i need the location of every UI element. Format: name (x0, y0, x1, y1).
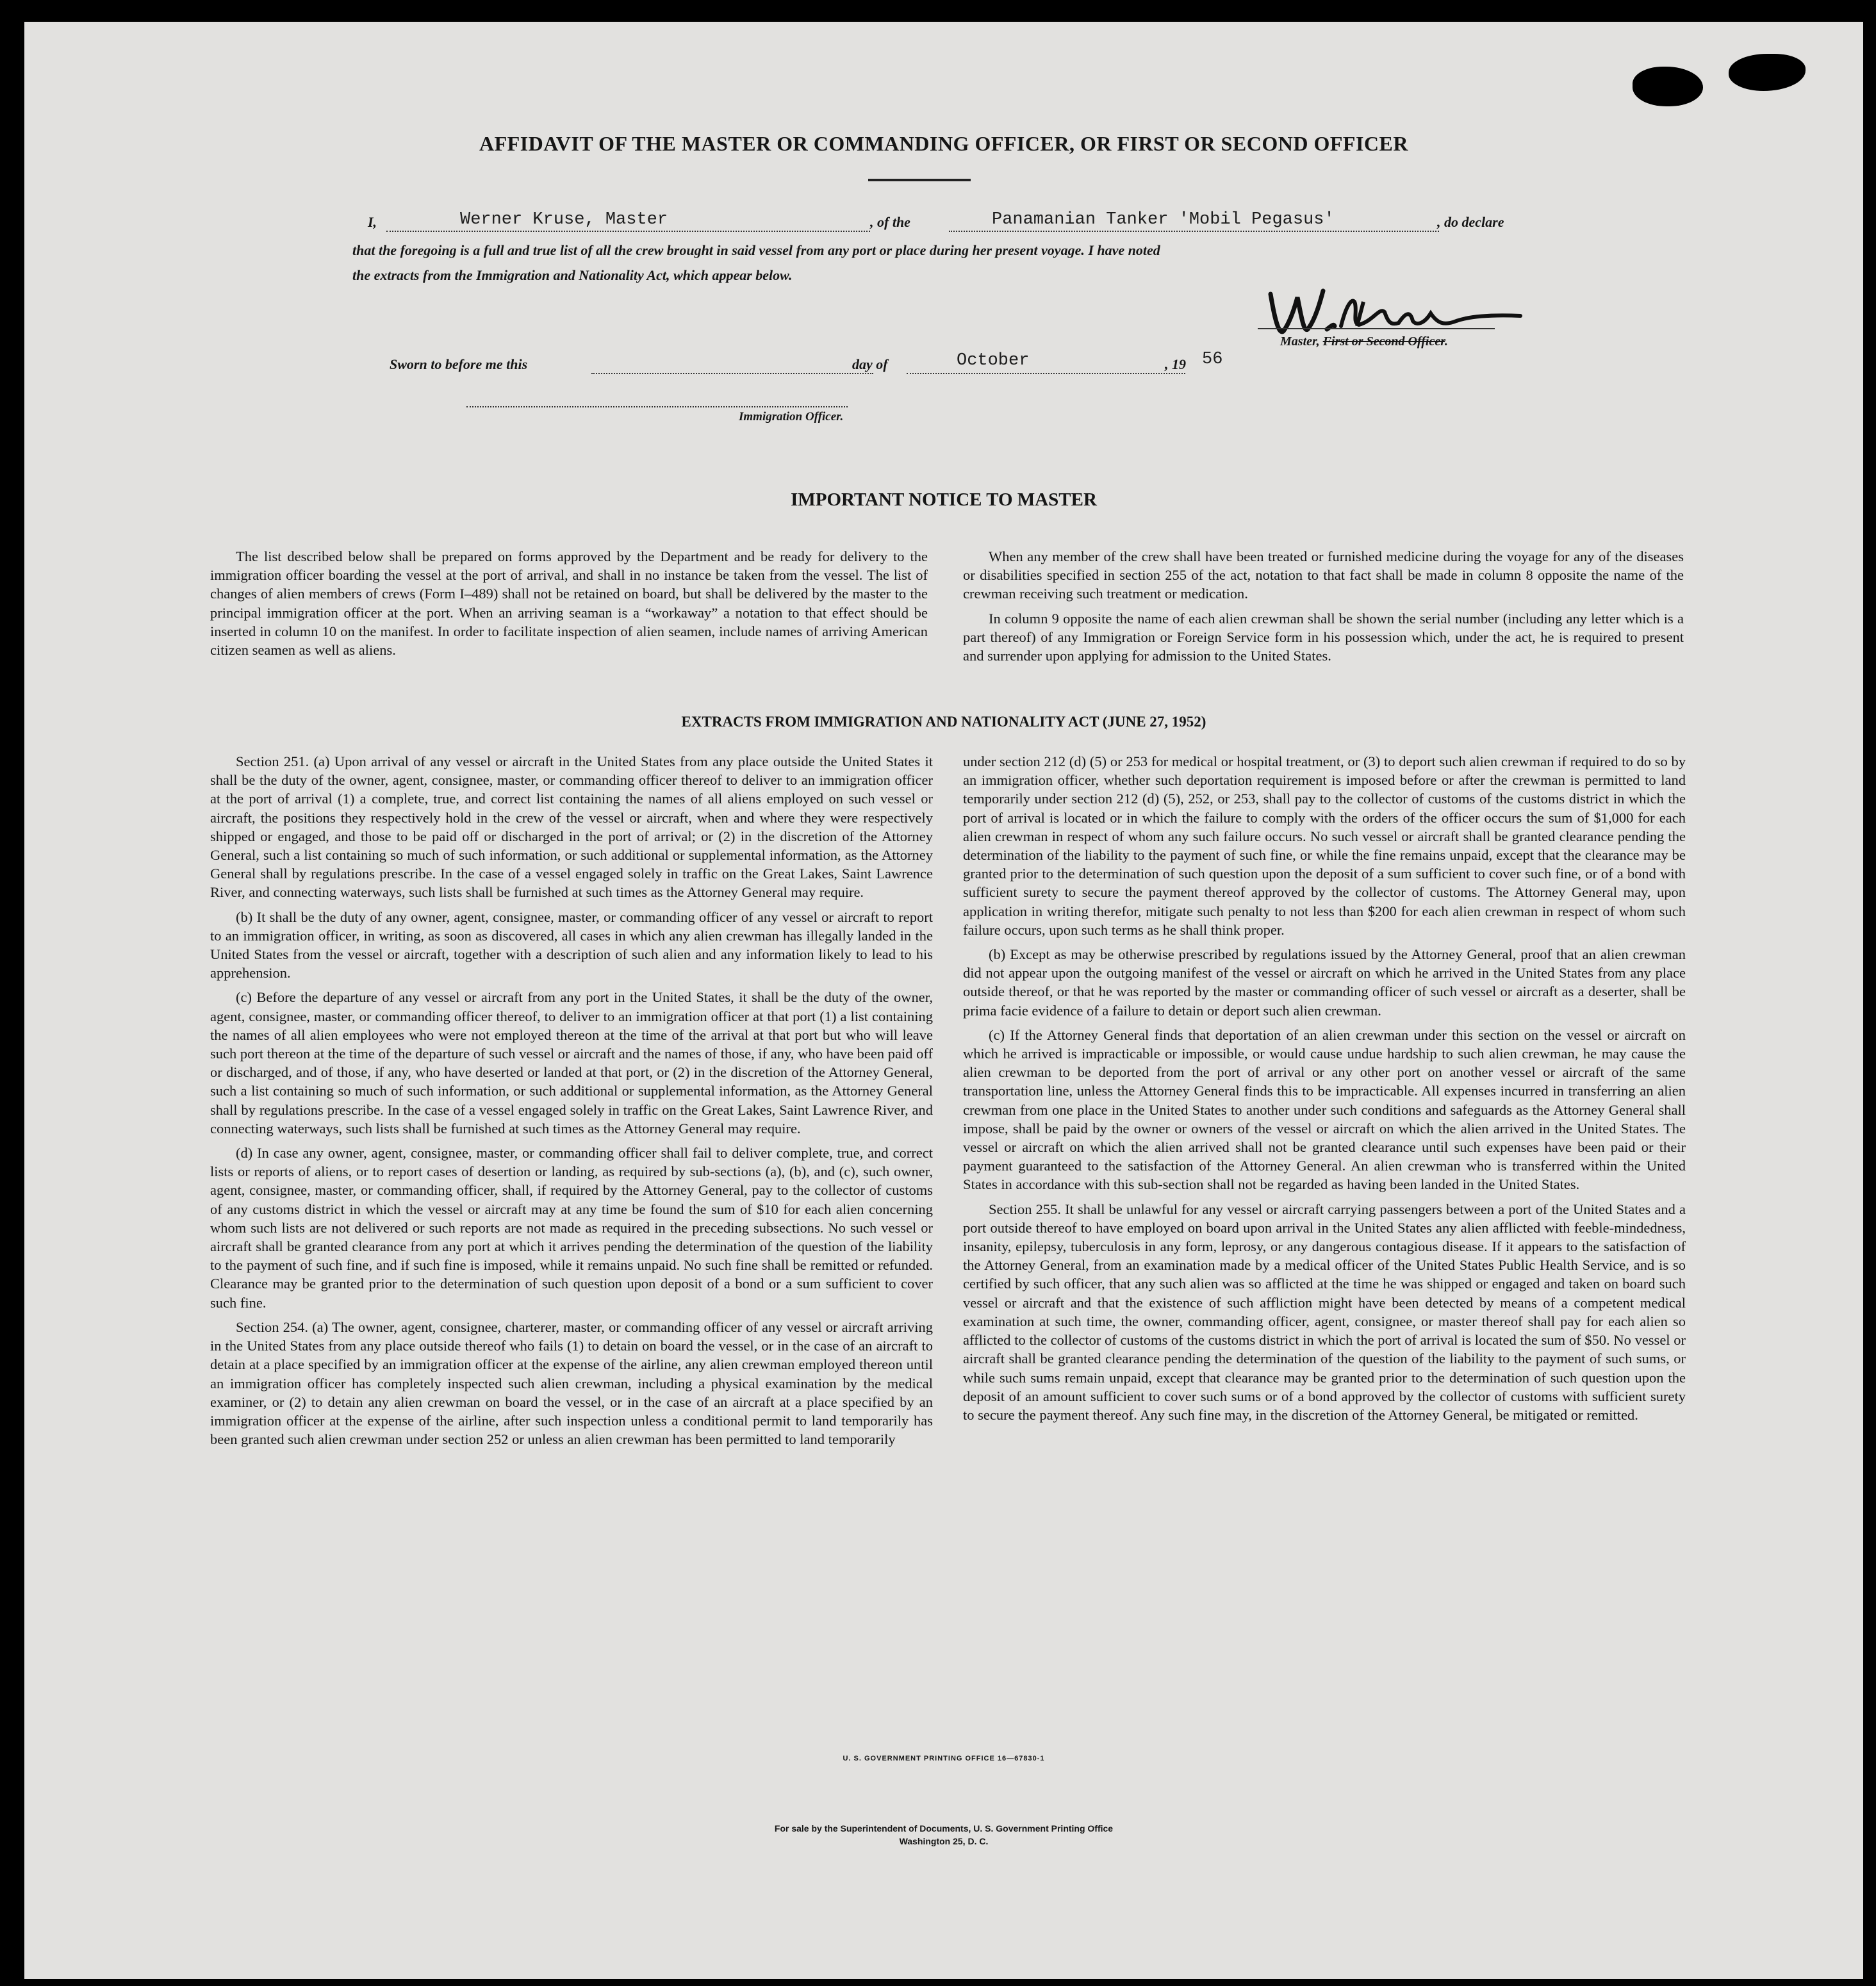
notice-heading: IMPORTANT NOTICE TO MASTER (791, 489, 1097, 510)
notice-paragraph: In column 9 opposite the name of each alien crewman shall be shown the serial number (including any letter which is a part thereof) of any Immigration or Foreign Service form in his possession which, under the act, he is required to present and surrender upon applying for admission to the United States. (963, 610, 1684, 664)
sale-line-2: Washington 25, D. C. (899, 1836, 989, 1846)
notice-right-column (963, 547, 1684, 665)
notice-paragraph: When any member of the crew shall have been treated or furnished medicine during the voyage for any of the diseases or disabilities specified in section 255 of the act, notation to that fact shall be made in column 8 opposite the name of the crewman receiving such treatment or medication. (963, 548, 1684, 602)
month-field: October (957, 351, 1030, 370)
vessel-field-line (949, 231, 1439, 232)
declaration-prefix: I, (368, 214, 377, 230)
document-page (24, 22, 1863, 1979)
extracts-heading: EXTRACTS FROM IMMIGRATION AND NATIONALITY ACT (JUNE 27, 1952) (681, 714, 1206, 730)
sworn-prefix: Sworn to before me this (390, 356, 528, 372)
immigration-officer-caption: Immigration Officer. (739, 410, 844, 423)
sworn-day-line (591, 373, 873, 374)
signature-caption (1280, 334, 1448, 349)
year-field: 56 (1202, 350, 1223, 369)
title-rule (868, 179, 971, 181)
of-the-label: , of the (870, 214, 910, 230)
sale-line-1: For sale by the Superintendent of Documents, U. S. Government Printing Office (774, 1823, 1114, 1834)
notice-paragraph: The list described below shall be prepared on forms approved by the Department and be ready for delivery to the immigration officer boarding the vessel at the port of arrival, and shall in no instance be taken from the vessel. The list of changes of alien members of crews (Form I–489) shall not be retained on board, but shall be delivered by the master to the principal immigration officer at the port. When an arriving seaman is a “workaway” a notation to that effect should be inserted in column 10 on the manifest. In order to facilitate inspection of alien seamen, include names of arriving American citizen seamen as well as aliens. (210, 548, 928, 659)
act-paragraph: (d) In case any owner, agent, consignee, master, or commanding officer shall fail to deliver complete, true, and correct lists or reports of aliens, or to report cases of desertion or landing, as required by sub-sections (a), (b), and (c), such owner, agent, consignee, master, or commanding officer, shall, if required by the Attorney General, pay to the collector of customs of any customs district in which the vessel or aircraft may at any time be found the sum of $10 for each alien concerning whom such lists are not delivered or such reports are not made as required in the preceding subsections. No such vessel or aircraft shall be granted clearance from any port at which it arrives pending the determination of the question of the liability to the payment of such fine, and if such fine is imposed, while it remains unpaid. No such fine shall be remitted or refunded. Clearance may be granted prior to the determination of such question upon deposit of a bond or a sum sufficient to cover such fine. (210, 1145, 933, 1311)
act-paragraph: Section 255. It shall be unlawful for any vessel or aircraft carrying passengers between a port of the United States and a port outside thereof to have employed on board upon arrival in the United States any alien afflicted with feeble-mindedness, insanity, epilepsy, tuberculosis in any form, leprosy, or any dangerous contagious disease. If it appears to the satisfaction of the Attorney General, from an examination made by a medical officer of the United States Public Health Service, and is so certified by such officer, that any such alien was so afflicted at the time he was shipped or engaged and taken on board such vessel or aircraft and that the existence of such affliction might have been detected by means of a competent medical examination at such time, the owner, commanding officer, agent, consignee, or master thereof shall pay for each alien so afflicted to the collector of customs of the customs district in which the port of arrival is located the sum of $50. No vessel or aircraft shall be granted clearance pending the determination of the question of the liability to the payment of such sums, or while such sums remain unpaid, except that clearance may be granted prior to the determination of such question upon the deposit of an amount sufficient to cover such sums or of a bond approved by the collector of customs with sufficient surety to secure the payment thereof. Any such fine may, in the discretion of the Attorney General, be mitigated or remitted. (963, 1201, 1686, 1423)
document-title: AFFIDAVIT OF THE MASTER OR COMMANDING OFFICER, OR FIRST OR SECOND OFFICER (479, 132, 1408, 155)
year-prefix: , 19 (1165, 356, 1186, 372)
act-paragraph: (b) Except as may be otherwise prescribed by regulations issued by the Attorney General, proof that an alien crewman did not appear upon the outgoing manifest of the vessel or aircraft on which he arrived in the United States from any place outside thereof, or that he was reported by the master or commanding officer of such vessel or aircraft as a deserter, shall be prima facie evidence of a failure to detain or deport such alien crewman. (963, 946, 1686, 1019)
declaration-line-3: the extracts from the Immigration and Nationality Act, which appear below. (352, 267, 793, 283)
punch-hole (1729, 54, 1806, 91)
act-paragraph: under section 212 (d) (5) or 253 for medical or hospital treatment, or (3) to deport such alien crewman if required to do so by an immigration officer, whether such deportation requirement is imposed before or after the crewman is permitted to land temporarily under section 212 (d) (5), 252, or 253, shall pay to the collector of customs of the customs district in which the port of arrival is located or in which the failure to comply with the orders of the officer occurs the sum of $1,000 for each alien crewman in respect of whom any such failure occurs. No such vessel or aircraft shall be granted clearance pending the determination of the liability to the payment of such fine, or while the fine remains unpaid, except that the clearance may be granted prior to the determination of such question upon the deposit of a sum sufficient to cover such fine, or of a bond with sufficient surety to secure the payment thereof approved by the collector of customs. The Attorney General may, upon application in writing therefor, mitigate such penalty to not less than $200 for each alien crewman in respect of whom such failure occurs, upon such terms as he shall think proper. (963, 753, 1686, 938)
gpo-imprint: U. S. GOVERNMENT PRINTING OFFICE 16—67830-1 (843, 1755, 1045, 1762)
caption-end: . (1444, 334, 1448, 349)
caption-struck: First or Second Officer (1322, 334, 1445, 349)
extracts-right-column (963, 752, 1686, 1424)
vessel-name-field: Panamanian Tanker 'Mobil Pegasus' (992, 210, 1335, 229)
do-declare-label: , do declare (1437, 214, 1504, 230)
caption-master: Master, (1280, 334, 1320, 349)
act-paragraph: (c) Before the departure of any vessel or aircraft from any port in the United States, it shall be the duty of the owner, agent, consignee, master, or commanding officer thereof, to deliver to an immigration officer at that port (1) a list containing the names of all alien employees who were not employed thereon at the time of the arrival at that port but who will leave such port thereon at the time of the departure of such vessel or aircraft and the names of those, if any, who have been paid off or discharged, and of those, if any, who have deserted or landed at that port, or (2) in the discretion of the Attorney General, such a list containing so much of such information, or such additional or supplemental information, as the Attorney General shall by regulations prescribe. In the case of a vessel engaged solely in traffic on the Great Lakes, Saint Lawrence River, and connecting waterways, such lists shall be furnished at such times as the Attorney General may require. (210, 989, 933, 1137)
signature-line (1258, 328, 1495, 329)
notice-left-column (210, 547, 928, 659)
immigration-officer-line (466, 406, 848, 407)
month-field-line (907, 373, 1185, 374)
day-of-label: day of (852, 356, 888, 372)
act-paragraph: (c) If the Attorney General finds that deportation of an alien crewman under this section on the vessel or aircraft on which he arrived is impracticable or impossible, or would cause undue hardship to such alien crewman, he may cause the alien crewman to be deported from the port of arrival or any other port on another vessel or aircraft of the same transportation line, unless the Attorney General finds this to be impracticable. All expenses incurred in transferring an alien crewman from one place in the United States to another under such conditions and safeguards as the Attorney General shall impose, shall be paid by the owner or owners of the vessel or aircraft on which the alien arrived in the United States. The vessel or aircraft on which the alien arrived shall not be granted clearance until such expenses have been paid or their payment guaranteed to the satisfaction of the Attorney General. An alien crewman who is transferred within the United States in accordance with this sub-section shall not be regarded as having been landed in the United States. (963, 1026, 1686, 1193)
master-name-field: Werner Kruse, Master (460, 210, 668, 229)
name-field-line (386, 231, 870, 232)
act-paragraph: (b) It shall be the duty of any owner, agent, consignee, master, or commanding officer of any vessel or aircraft to report to an immigration officer, in writing, as soon as discovered, all cases in which any alien crewman has illegally landed in the United States from the vessel or aircraft, together with a description of such alien and any information likely to lead to his apprehension. (210, 908, 933, 981)
declaration-line-2: that the foregoing is a full and true list of all the crew brought in said vessel from any port or place during her present voyage. I have noted (352, 242, 1160, 258)
extracts-left-column (210, 752, 933, 1448)
punch-hole (1633, 67, 1703, 106)
act-paragraph: Section 254. (a) The owner, agent, consignee, charterer, master, or commanding officer of any vessel or aircraft arriving in the United States from any place outside thereof who fails (1) to detain on board the vessel, or in the case of an aircraft to detain at a place specified by an immigration officer at the expense of the airline, any alien crewman employed thereon until an immigration officer has completely inspected such alien crewman, including a physical examination by the medical examiner, or (2) to detain any alien crewman on board the vessel, or in the case of an aircraft at a place specified by an immigration officer at the expense of the airline, after such inspection unless a conditional permit to land temporarily has been granted such alien crewman under section 252 or unless an alien crewman has been permitted to land temporarily (210, 1318, 933, 1448)
act-paragraph: Section 251. (a) Upon arrival of any vessel or aircraft in the United States from any place outside the United States it shall be the duty of the owner, agent, consignee, master, or commanding officer thereof to deliver to an immigration officer at the port of arrival (1) a complete, true, and correct list containing the names of all aliens employed on such vessel or aircraft, the positions they respectively hold in the crew of the vessel or aircraft, when and where they were respectively shipped or engaged, and those to be paid off or discharged in the port of arrival; or (2) in the discretion of the Attorney General, such a list containing so much of such information, or such additional or supplemental information, as the Attorney General shall by regulations prescribe. In the case of a vessel engaged solely in traffic on the Great Lakes, Saint Lawrence River, and connecting waterways, such lists shall be furnished at such times as the Attorney General may require. (210, 753, 933, 901)
